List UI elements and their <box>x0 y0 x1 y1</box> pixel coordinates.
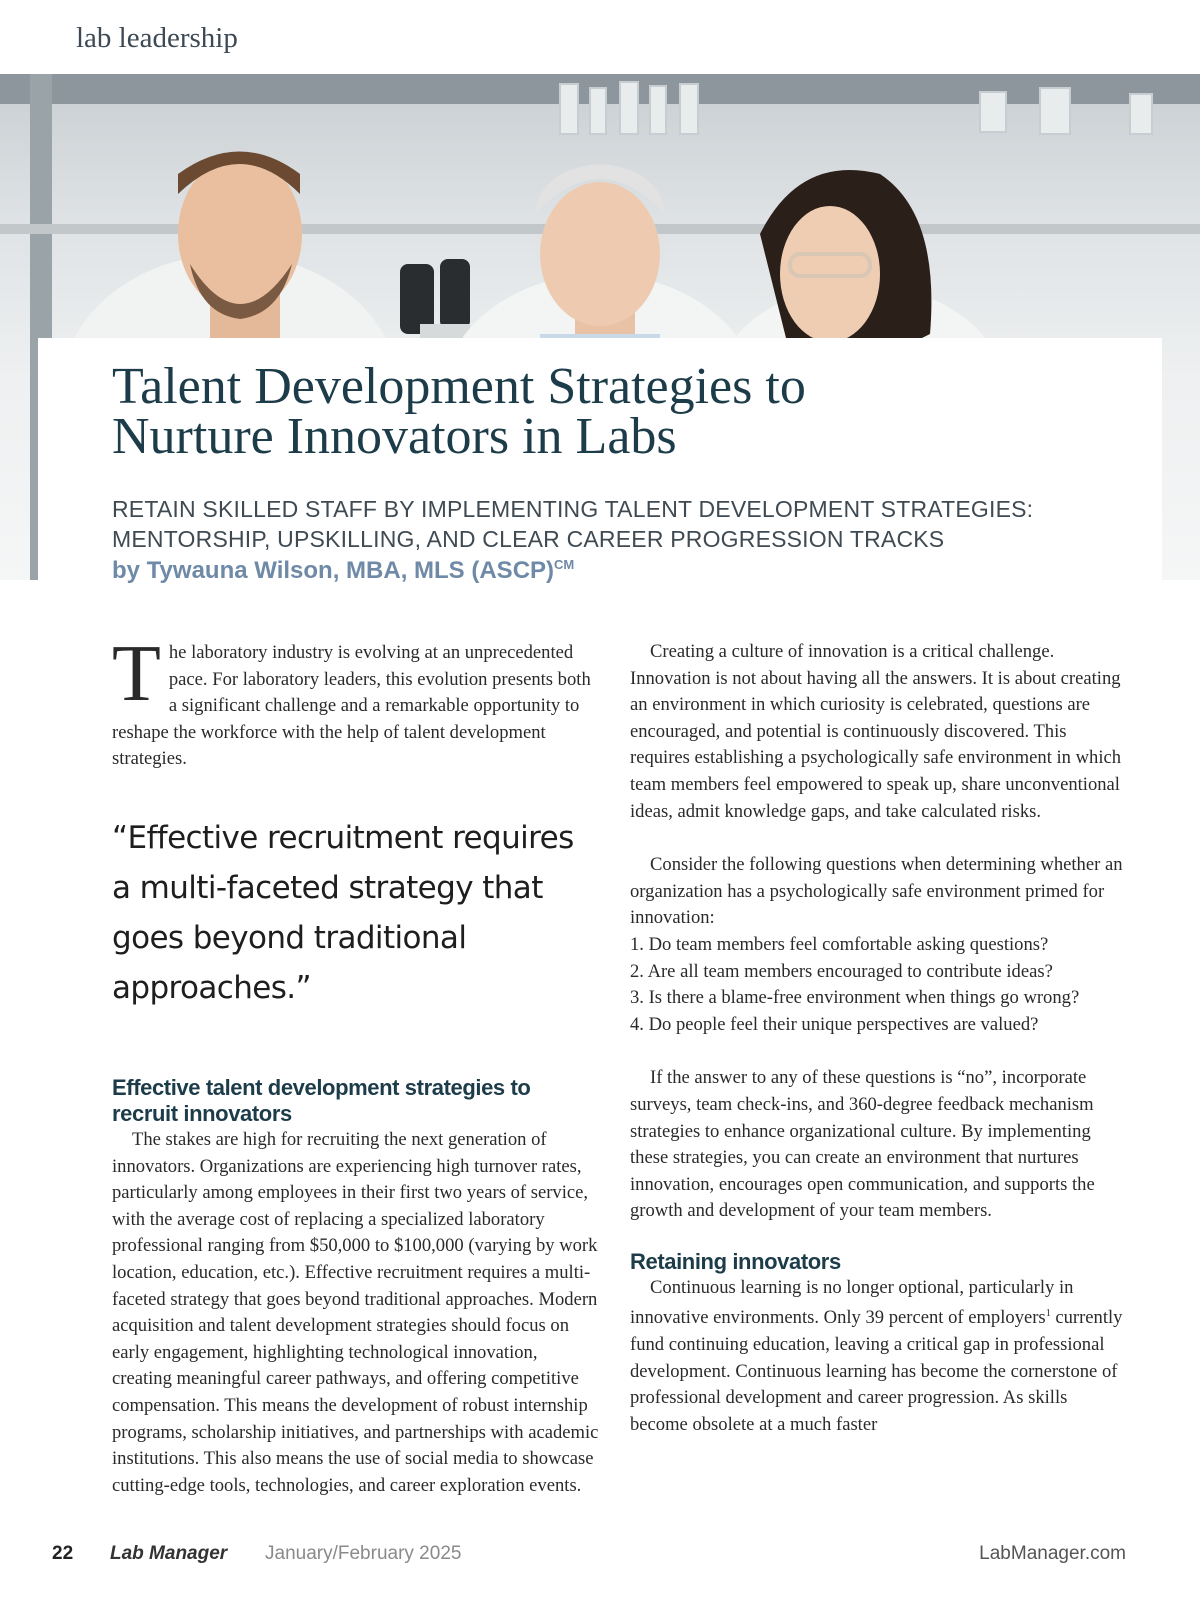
page-number: 22 <box>52 1543 74 1564</box>
learning-paragraph <box>630 1275 1124 1439</box>
website-link[interactable]: LabManager.com <box>979 1543 1126 1564</box>
article-title <box>112 358 1012 465</box>
learning-text-b: currently fund continuing education, leaving a critical gap in professional development. Continuous learning has become the cornerstone of professional development and career progression. As skills become obsolete at a much faster <box>630 1307 1123 1436</box>
intro-text: he laboratory industry is evolving at an unprecedented pace. For laboratory leaders, this evolution presents both a significant challenge and a remarkable opportunity to reshape the workforce with the help of talent development strategies. <box>112 642 591 770</box>
subhead-recruit: Effective talent development strategies to recruit innovators <box>112 1074 531 1126</box>
questions-intro-paragraph: Consider the following questions when determining whether an organization has a psychologically safe environment primed for innovation: <box>630 854 1123 929</box>
section-tag: lab leadership <box>76 22 238 54</box>
question-item: 4. Do people feel their unique perspectives are valued? <box>630 1013 1039 1035</box>
culture-paragraph: Creating a culture of innovation is a critical challenge. Innovation is not about having all the answers. It is about creating an environment in which curiosity is celebrated, questions are encouraged, and potential is continuously discovered. This requires establishing a psychologically safe environment in which team members feel empowered to speak up, share unconventional ideas, admit knowledge gaps, and take calculated risks. <box>630 641 1122 822</box>
deck-line-2: MENTORSHIP, UPSKILLING, AND CLEAR CAREER PROGRESSION TRACKS <box>112 526 945 552</box>
learning-text-a: Continuous learning is no longer optional, particularly in innovative environments. Only 39 percent of employers <box>630 1276 1074 1329</box>
intro-paragraph <box>112 630 600 773</box>
subhead-retaining: Retaining innovators <box>630 1248 841 1274</box>
question-item: 3. Is there a blame-free environment when things go wrong? <box>630 987 1080 1009</box>
question-item: 2. Are all team members encouraged to contribute ideas? <box>630 960 1053 982</box>
drop-cap: T <box>112 630 161 718</box>
byline-text: by Tywauna Wilson, MBA, MLS (ASCP) <box>112 557 555 584</box>
question-item: 1. Do team members feel comfortable asking questions? <box>630 933 1049 955</box>
deck-line-1: RETAIN SKILLED STAFF BY IMPLEMENTING TALENT DEVELOPMENT STRATEGIES: <box>112 496 1034 522</box>
magazine-name: Lab Manager <box>110 1543 228 1564</box>
right-column <box>630 639 1124 1439</box>
footnote-ref[interactable]: 1 <box>1045 1308 1051 1320</box>
answers-paragraph: If the answer to any of these questions is “no”, incorporate surveys, team check-ins, and 360-degree feedback mechanism strategies to enhance organizational culture. By implementing these strategies, you can create an environment that nurtures innovation, encourages open communication, and supports the growth and development of your team members. <box>630 1067 1095 1222</box>
page-footer <box>0 1543 1200 1573</box>
byline-superscript: CM <box>554 557 575 572</box>
left-column <box>112 630 600 1499</box>
article-deck <box>112 494 1112 554</box>
recruit-paragraph: The stakes are high for recruiting the next generation of innovators. Organizations are experiencing high turnover rates, particularly among employees in their first two years of service, with the average cost of replacing a specialized laboratory professional ranging from $50,000 to $100,000 (varying by work location, education, etc.). Effective recruitment requires a multi-faceted strategy that goes beyond traditional approaches. Modern acquisition and talent development strategies should focus on early engagement, highlighting technological innovation, creating meaningful career pathways, and offering competitive compensation. This means the development of robust internship programs, scholarship initiatives, and partnerships with academic institutions. This also means the use of social media to showcase cutting-edge tools, technologies, and career exploration events. <box>112 1128 599 1496</box>
questions-list <box>630 932 1124 1038</box>
issue-date: January/February 2025 <box>265 1543 462 1564</box>
byline <box>112 557 574 585</box>
pull-quote: “Effective recruitment requires a multi-faceted strategy that goes beyond traditional approaches.” <box>112 819 574 1006</box>
title-line-2: Nurture Innovators in Labs <box>112 408 677 465</box>
title-line-1: Talent Development Strategies to <box>112 358 806 415</box>
